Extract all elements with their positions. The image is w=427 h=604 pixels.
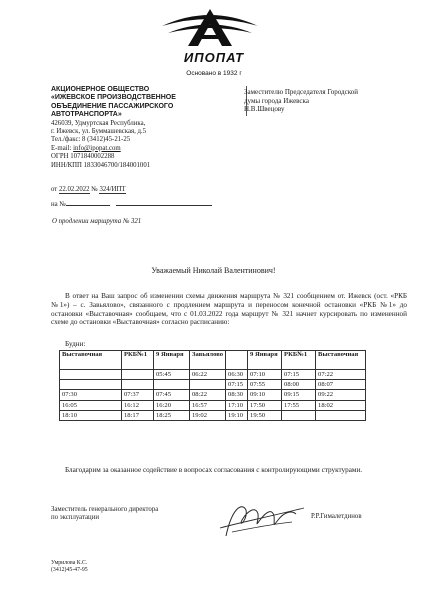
signatory-name: Р.Р.Гималетдинов — [311, 513, 362, 520]
schedule-cell: 17:50 — [248, 400, 282, 410]
company-logo-icon — [158, 6, 262, 78]
schedule-cell: 18:25 — [154, 410, 190, 420]
signatory-title-line: по эксплуатации — [51, 514, 99, 522]
schedule-header-cell — [226, 351, 248, 370]
sender-block — [51, 86, 231, 170]
table-row — [60, 370, 366, 380]
reg-date-line — [51, 186, 126, 194]
org-name-line: ОБЪЕДИНЕНИЕ ПАССАЖИРСКОГО — [51, 102, 174, 110]
schedule-header-cell: Выставочная — [60, 351, 122, 370]
executor-name: Умрилова К.С. — [51, 560, 88, 566]
schedule-cell: 07:30 — [60, 390, 122, 400]
schedule-cell: 09:22 — [316, 390, 366, 400]
email-line — [51, 145, 231, 153]
org-name-line: АВТОТРАНСПОРТА» — [51, 111, 122, 119]
schedule-header-cell: Завьялово — [190, 351, 226, 370]
schedule-header-row — [60, 351, 366, 370]
schedule-header-cell: 9 Января — [154, 351, 190, 370]
schedule-header-cell: 9 Января — [248, 351, 282, 370]
reg-date-label: от — [51, 186, 59, 193]
table-row — [60, 410, 366, 420]
schedule-cell: 09:15 — [282, 390, 316, 400]
body-paragraph: В ответ на Ваш запрос об изменении схемы движения маршрута № 321 сообщением от. Ижевск (ост. «РКБ №1») – с. Завьялово», связанного с продлением маршрута и переносом конечной остановки «РКБ №1» до остановки «Выставочная» сообщаем, что с 01.03.2022 года маршрут № 321 начнет курсировать по измененной схеме до остановки «Выставочная» согласно расписанию: — [51, 292, 407, 327]
schedule-header-cell: РКБ№1 — [282, 351, 316, 370]
table-row — [60, 380, 366, 390]
org-name — [51, 86, 231, 120]
subject-line: О продлении маршрута № 321 — [52, 218, 142, 225]
logo-tagline: Основано в 1932 г — [186, 70, 242, 77]
reg-date: 22.02.2022 — [58, 186, 90, 193]
executor-block — [51, 560, 88, 574]
schedule-cell — [60, 370, 122, 380]
schedule-cell: 07:55 — [248, 380, 282, 390]
schedule-cell — [282, 410, 316, 420]
schedule-cell: 06:22 — [190, 370, 226, 380]
reg-ref-line — [51, 198, 212, 208]
schedule-cell: 08:30 — [226, 390, 248, 400]
ogrn-line: ОГРН 1071840002288 — [51, 153, 115, 161]
schedule-cell: 17:10 — [226, 400, 248, 410]
logo-name: ИПОПАТ — [183, 50, 245, 65]
schedule-cell: 07:37 — [122, 390, 154, 400]
schedule-cell: 19:10 — [226, 410, 248, 420]
email-label: E-mail: — [51, 144, 74, 152]
schedule-cell: 07:22 — [316, 370, 366, 380]
org-name-line: «ИЖЕВСКОЕ ПРОИЗВОДСТВЕННОЕ — [51, 94, 176, 102]
schedule-header-cell: РКБ№1 — [122, 351, 154, 370]
salutation: Уважаемый Николай Валентинович! — [151, 266, 276, 275]
schedule-cell: 17:55 — [282, 400, 316, 410]
recipient-name: Н.В.Швецову — [244, 105, 285, 114]
schedule-cell — [122, 380, 154, 390]
reg-ref-label: на № — [51, 201, 66, 208]
reg-number-label: № — [89, 186, 100, 193]
schedule-cell: 16:05 — [60, 400, 122, 410]
reg-ref-date-blank — [116, 198, 212, 206]
recipient-line: Заместителю Председателя Городской — [244, 88, 359, 96]
email-link[interactable]: info@ipopat.com — [73, 144, 121, 152]
table-row — [60, 400, 366, 410]
schedule-cell — [154, 380, 190, 390]
thanks-paragraph: Благодарим за оказанное содействие в вопросах согласования с контролирующими структурами. — [65, 466, 363, 474]
schedule-cell: 07:45 — [154, 390, 190, 400]
schedule-cell: 18:10 — [60, 410, 122, 420]
inn-line: ИНН/КПП 1833046700/184001001 — [51, 161, 151, 169]
phone-line: Тел./факс: 8 (3412)45-21-25 — [51, 136, 131, 144]
schedule-cell — [60, 380, 122, 390]
schedule-cell: 06:30 — [226, 370, 248, 380]
schedule-table — [59, 350, 366, 421]
schedule-cell: 07:15 — [282, 370, 316, 380]
schedule-cell: 08:22 — [190, 390, 226, 400]
schedule-cell: 16:20 — [154, 400, 190, 410]
signatory-title — [51, 506, 158, 523]
schedule-cell: 18:02 — [316, 400, 366, 410]
schedule-cell: 16:12 — [122, 400, 154, 410]
schedule-cell: 18:17 — [122, 410, 154, 420]
schedule-cell: 07:10 — [248, 370, 282, 380]
days-label: Будни: — [65, 340, 86, 348]
schedule-cell: 19:50 — [248, 410, 282, 420]
address-line: г. Ижевск, ул. Буммашевская, д.5 — [51, 128, 147, 136]
schedule-cell: 05:45 — [154, 370, 190, 380]
executor-phone: (3412)45-47-95 — [51, 567, 88, 573]
schedule-cell: 09:10 — [248, 390, 282, 400]
reg-number: 324/ИПТ — [99, 186, 126, 193]
recipient-block — [244, 88, 394, 114]
recipient-line: думы города Ижевска — [244, 96, 309, 105]
schedule-cell — [122, 370, 154, 380]
address-line: 426039, Удмуртская Республика, — [51, 119, 146, 127]
schedule-cell — [190, 380, 226, 390]
schedule-cell: 07:15 — [226, 380, 248, 390]
schedule-cell: 16:57 — [190, 400, 226, 410]
schedule-cell: 08:00 — [282, 380, 316, 390]
schedule-cell: 19:02 — [190, 410, 226, 420]
signatory-title-line: Заместитель генерального директора — [51, 506, 159, 513]
schedule-cell: 08:07 — [316, 380, 366, 390]
table-row — [60, 390, 366, 400]
schedule-header-cell: Выставочная — [316, 351, 366, 370]
schedule-cell — [316, 410, 366, 420]
org-name-line: АКЦИОНЕРНОЕ ОБЩЕСТВО — [51, 86, 150, 93]
handwritten-signature-icon — [212, 498, 308, 542]
reg-ref-value — [66, 198, 110, 206]
